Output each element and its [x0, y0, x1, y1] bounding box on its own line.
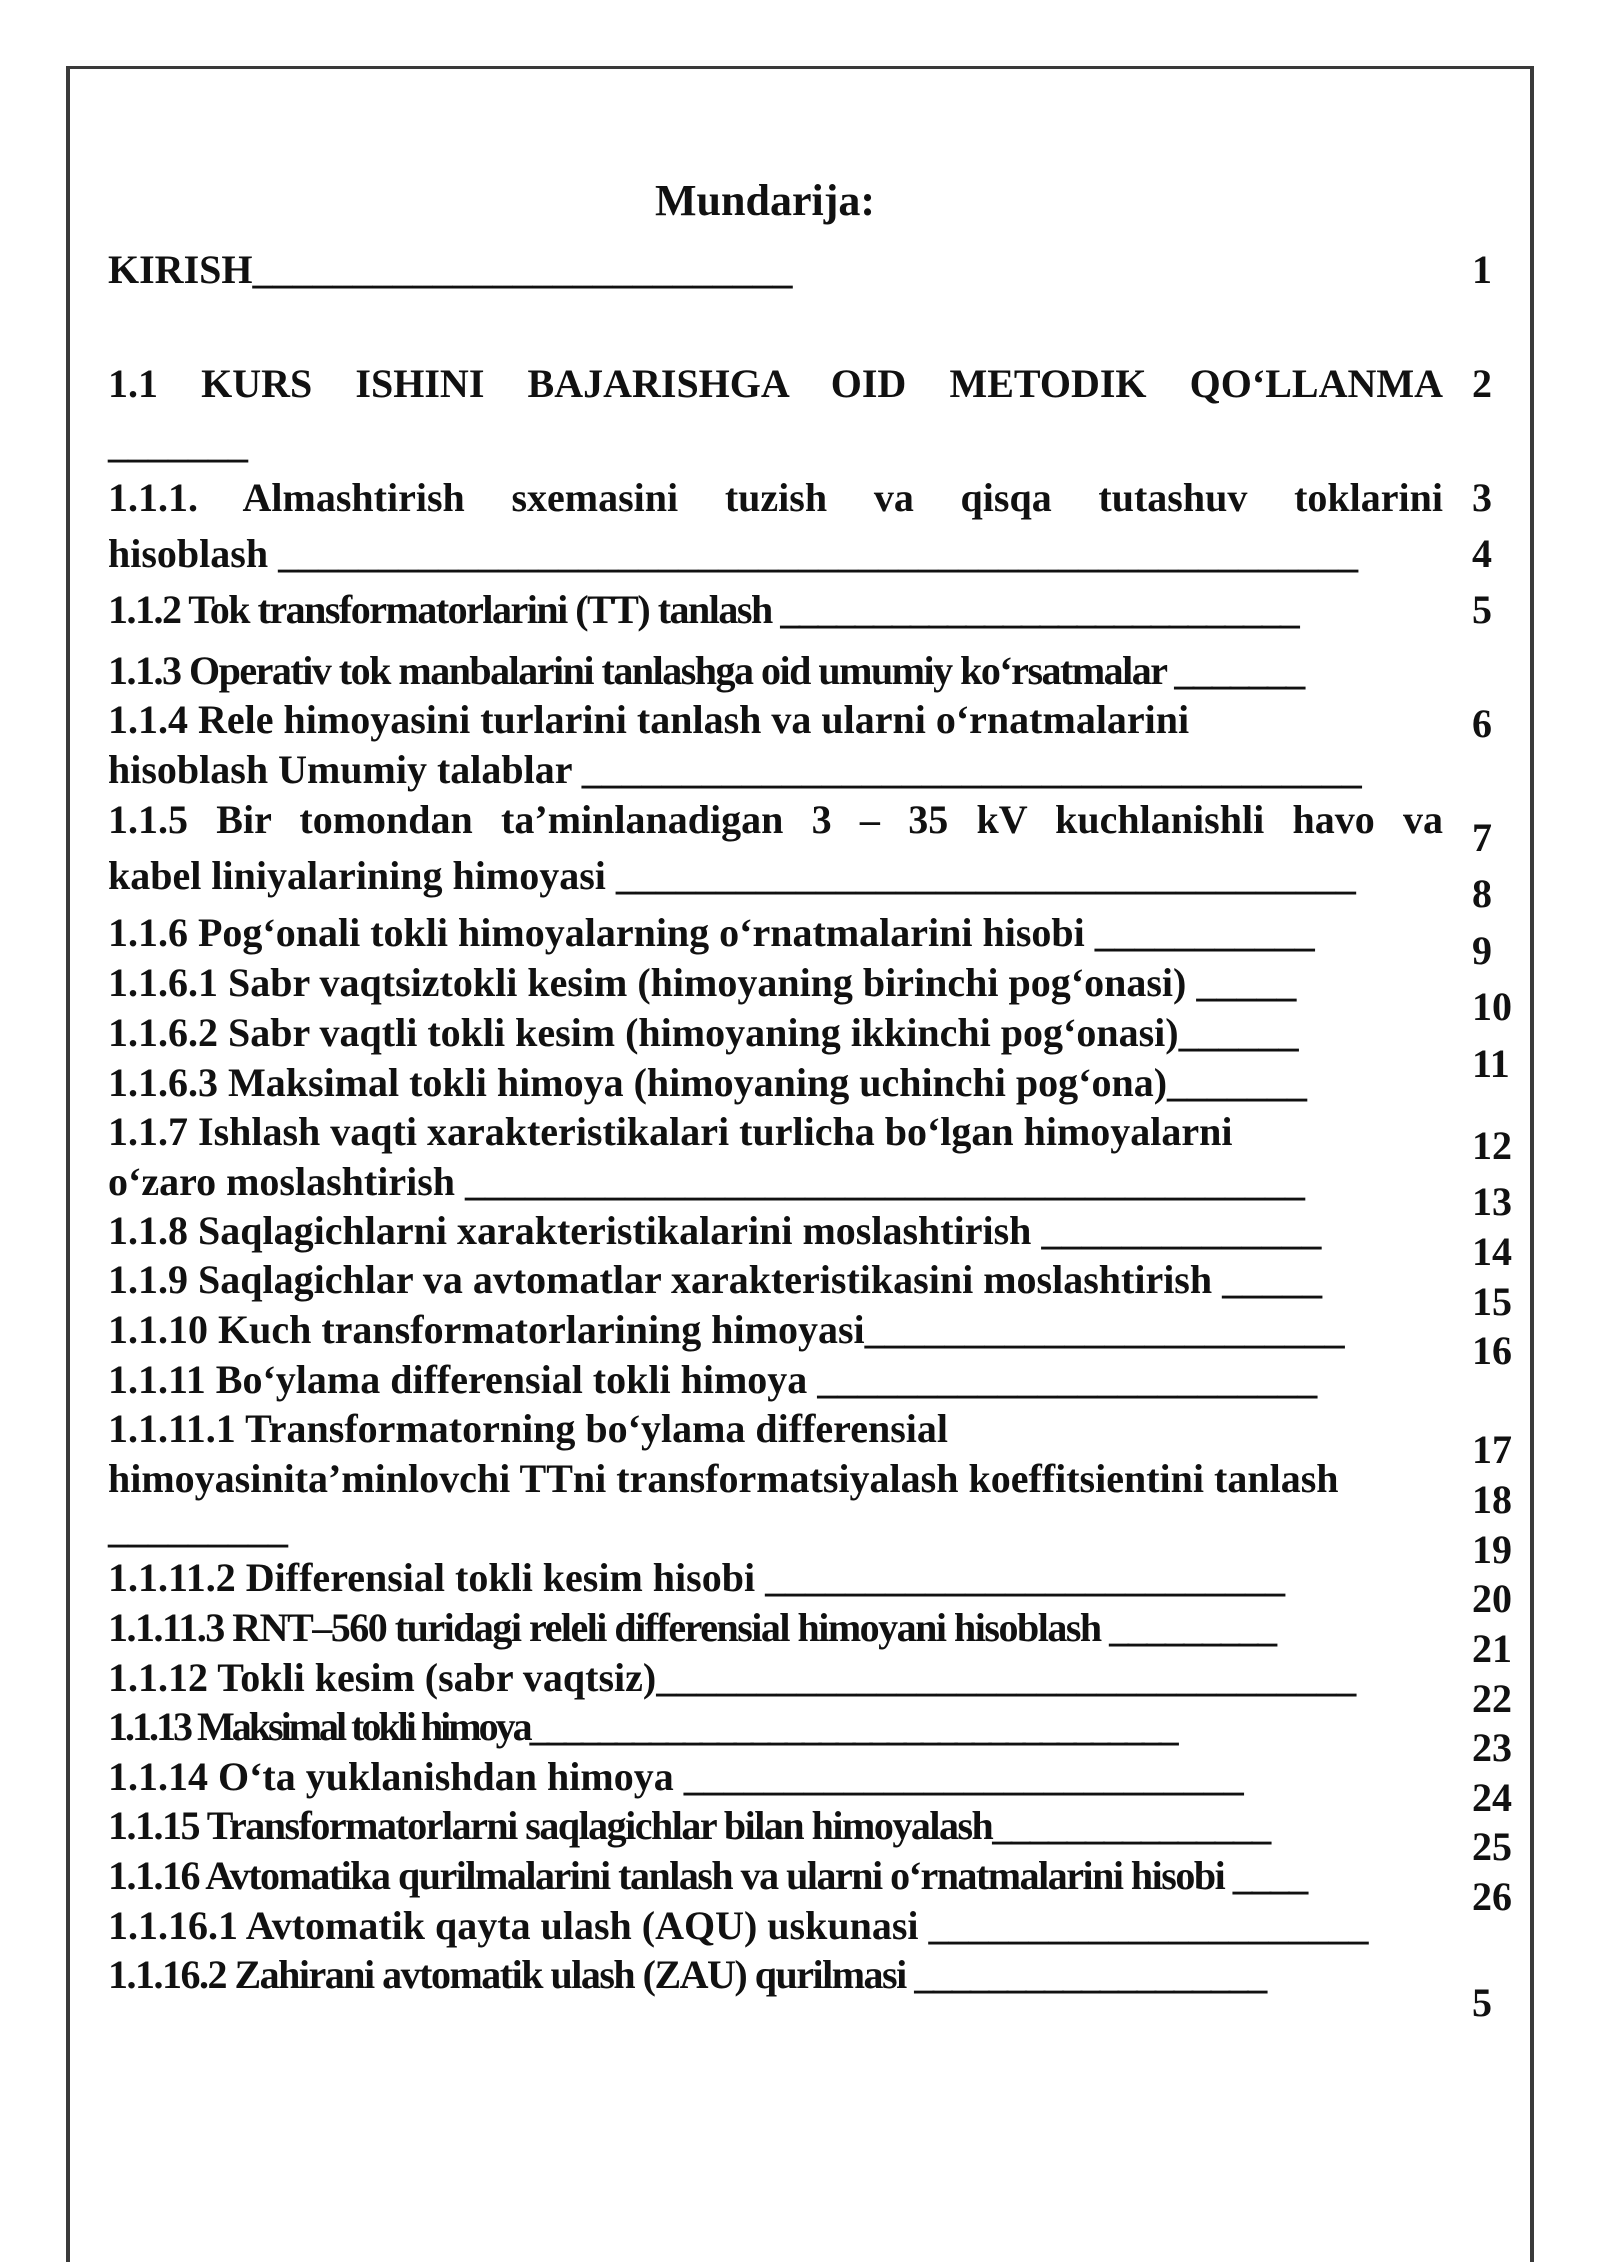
page-number: 19: [1472, 1527, 1512, 1572]
page-number: 17: [1472, 1427, 1512, 1472]
page-number: 21: [1472, 1626, 1512, 1671]
page-number: 5: [1472, 587, 1492, 632]
toc-entry-1-1-11-1-cont2: _________: [108, 1506, 288, 1551]
page-number: 23: [1472, 1725, 1512, 1770]
page-number: 20: [1472, 1576, 1512, 1621]
page-number: 10: [1472, 984, 1512, 1029]
toc-entry-1-1-6-3: 1.1.6.3 Maksimal tokli himoya (himoyaning uchinchi pog‘ona)_______: [108, 1060, 1308, 1105]
toc-entry-1-1-cont: _______: [108, 421, 248, 466]
page-number: 5: [1472, 1980, 1492, 2025]
toc-entry-1-1-1-cont: hisoblash ______________________________________________________: [108, 531, 1359, 576]
toc-entry-1-1-11-2: 1.1.11.2 Differensial tokli kesim hisobi __________________________: [108, 1555, 1286, 1600]
page-number: 11: [1472, 1041, 1510, 1086]
page-number: 26: [1472, 1874, 1512, 1919]
toc-entry-1-1-7-cont: o‘zaro moslashtirish __________________________________________: [108, 1159, 1306, 1204]
toc-entry-1-1-4-cont: hisoblash Umumiy talablar _______________________________________: [108, 747, 1362, 792]
toc-entry-1-1-11-1: 1.1.11.1 Transformatorning bo‘ylama differensial: [108, 1406, 948, 1451]
toc-entry-1-1-15: 1.1.15 Transformatorlarni saqlagichlar bilan himoyalash_______________: [108, 1803, 1270, 1848]
toc-entry-1-1-16-1: 1.1.16.1 Avtomatik qayta ulash (AQU) uskunasi ______________________: [108, 1903, 1369, 1948]
page-number: 14: [1472, 1229, 1512, 1274]
toc-entry-1-1-10: 1.1.10 Kuch transformatorlarining himoyasi________________________: [108, 1307, 1345, 1352]
page-number: 6: [1472, 701, 1492, 746]
page-number: 2: [1472, 361, 1492, 406]
page-number: 13: [1472, 1179, 1512, 1224]
toc-entry-1-1-4: 1.1.4 Rele himoyasini turlarini tanlash va ularni o‘rnatmalarini: [108, 697, 1190, 742]
page-number: 7: [1472, 815, 1492, 860]
toc-entry-1-1-2: 1.1.2 Tok transformatorlarini (TT) tanlash ____________________________: [108, 587, 1299, 632]
page-number: 9: [1472, 928, 1492, 973]
toc-entry-1-1-11-3: 1.1.11.3 RNT–560 turidagi releli differensial himoyani hisoblash _________: [108, 1605, 1276, 1650]
toc-entry-1-1-3: 1.1.3 Operativ tok manbalarini tanlashga oid umumiy ko‘rsatmalar _______: [108, 648, 1304, 693]
page-number: 22: [1472, 1676, 1512, 1721]
toc-entry-1-1-14: 1.1.14 O‘ta yuklanishdan himoya ____________________________: [108, 1754, 1244, 1799]
page-number: 12: [1472, 1123, 1512, 1168]
toc-entry-1-1-16: 1.1.16 Avtomatika qurilmalarini tanlash va ularni o‘rnatmalarini hisobi ____: [108, 1853, 1307, 1898]
page-number: 4: [1472, 531, 1492, 576]
toc-entry-1-1-1: 1.1.1. Almashtirish sxemasini tuzish va qisqa tutashuv toklarini: [108, 475, 1443, 520]
toc-entry-1-1: 1.1 KURS ISHINI BAJARISHGA OID METODIK QO‘LLANMA: [108, 361, 1443, 406]
page-number: 15: [1472, 1279, 1512, 1324]
toc-entry-1-1-7: 1.1.7 Ishlash vaqti xarakteristikalari turlicha bo‘lgan himoyalarni: [108, 1109, 1233, 1154]
page-number: 16: [1472, 1328, 1512, 1373]
page-number: 24: [1472, 1775, 1512, 1820]
page-number: 3: [1472, 475, 1492, 520]
toc-entry-1-1-6-2: 1.1.6.2 Sabr vaqtli tokli kesim (himoyaning ikkinchi pog‘onasi)______: [108, 1010, 1299, 1055]
page-number: 18: [1472, 1477, 1512, 1522]
toc-entry-1-1-8: 1.1.8 Saqlagichlarni xarakteristikalarini moslashtirish ______________: [108, 1208, 1322, 1253]
page-number: 1: [1472, 247, 1492, 292]
toc-entry-1-1-6: 1.1.6 Pog‘onali tokli himoyalarning o‘rnatmalarini hisobi ___________: [108, 910, 1315, 955]
page-number: 25: [1472, 1824, 1512, 1869]
page-number: 8: [1472, 871, 1492, 916]
toc-entry-1-1-16-2: 1.1.16.2 Zahirani avtomatik ulash (ZAU) qurilmasi ___________________: [108, 1952, 1266, 1997]
toc-entry-1-1-6-1: 1.1.6.1 Sabr vaqtsiztokli kesim (himoyaning birinchi pog‘onasi) _____: [108, 960, 1297, 1005]
toc-entry-1-1-9: 1.1.9 Saqlagichlar va avtomatlar xarakteristikasini moslashtirish _____: [108, 1257, 1323, 1302]
toc-title: Mundarija:: [655, 176, 875, 225]
toc-entry-1-1-11: 1.1.11 Bo‘ylama differensial tokli himoya _________________________: [108, 1357, 1318, 1402]
toc-entry-kirish: KIRISH___________________________: [108, 247, 793, 292]
toc-entry-1-1-13: 1.1.13 Maksimal tokli himoya______________________________________: [108, 1704, 1176, 1749]
toc-entry-1-1-5-cont: kabel liniyalarining himoyasi _____________________________________: [108, 853, 1356, 898]
toc-entry-1-1-12: 1.1.12 Tokli kesim (sabr vaqtsiz)___________________________________: [108, 1655, 1357, 1700]
toc-entry-1-1-11-1-cont: himoyasinita’minlovchi TTni transformatsiyalash koeffitsientini tanlash: [108, 1456, 1339, 1501]
toc-entry-1-1-5: 1.1.5 Bir tomondan ta’minlanadigan 3 – 35 kV kuchlanishli havo va: [108, 797, 1443, 842]
